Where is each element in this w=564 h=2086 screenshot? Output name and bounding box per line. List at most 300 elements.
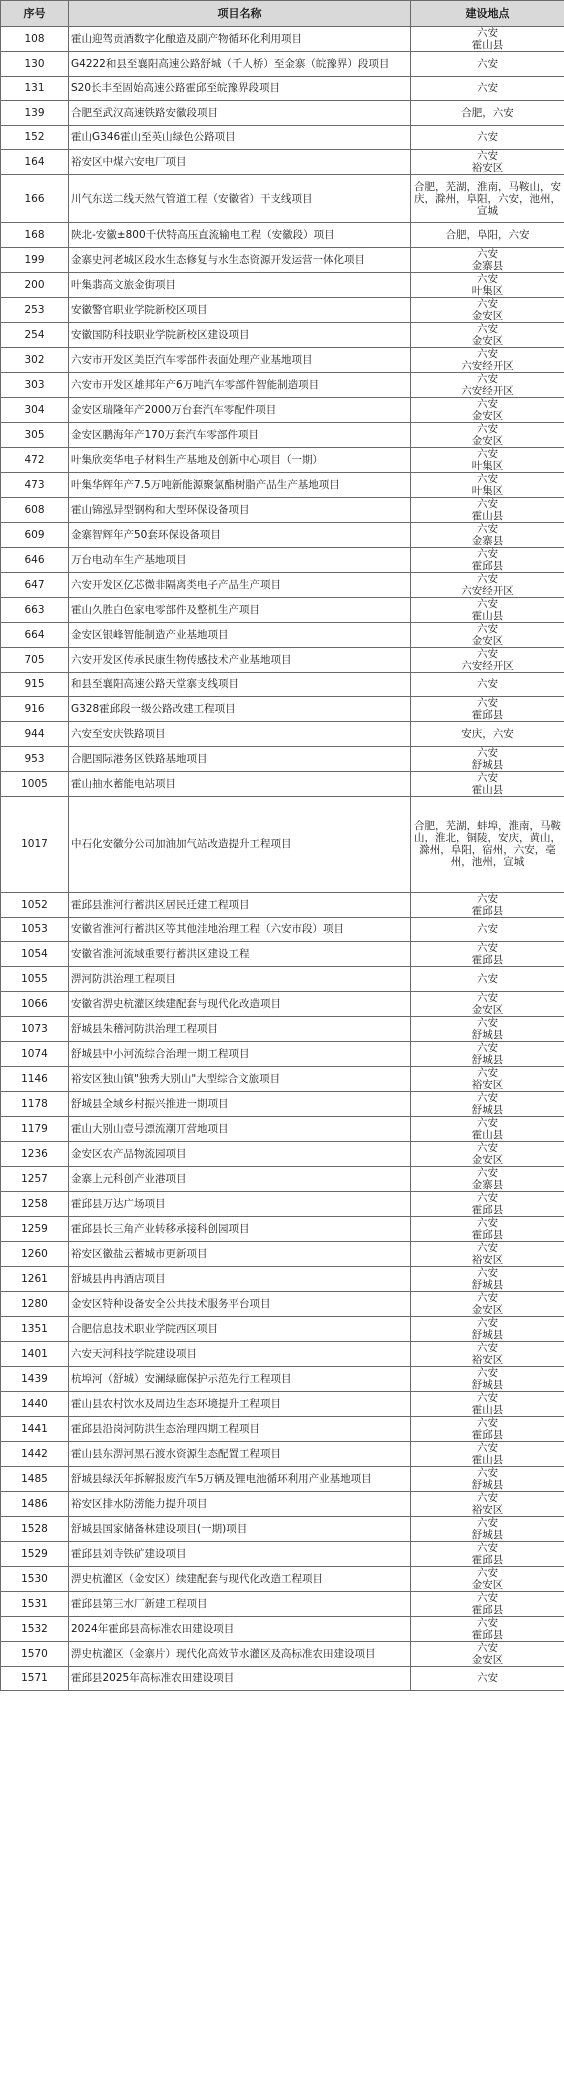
project-location [411,771,564,796]
table-row [1,372,564,397]
location-line: 裕安区 [471,1353,504,1366]
row-number: 1485 [1,1466,69,1491]
project-name: 六安天河科技学院建设项目 [69,1341,411,1366]
location-line: 六安 [477,1441,498,1454]
row-number: 1440 [1,1391,69,1416]
location-line: 舒城县 [471,1478,504,1491]
project-location [411,1666,564,1691]
table-row [1,917,564,942]
location-line: 合肥，芜湖，淮南，马鞍山，安庆，滁州，阜阳，六安，池州，宣城 [414,180,561,217]
location-line: 金安区 [471,434,504,447]
project-name: 金安区银峰智能制造产业基地项目 [69,622,411,647]
row-number: 1073 [1,1016,69,1041]
project-name: 六安市开发区雄邦年产6万吨汽车零部件智能制造项目 [69,372,411,397]
location-line: 裕安区 [471,1253,504,1266]
project-location [411,1366,564,1391]
row-number: 663 [1,597,69,622]
project-location [411,223,564,248]
location-line: 舒城县 [471,1328,504,1341]
project-location [411,672,564,697]
project-location [411,1191,564,1216]
location-line: 六安经开区 [461,359,514,372]
location-line: 六安 [477,597,498,610]
location-line: 六安 [477,497,498,510]
project-name: 裕安区排水防涝能力提升项目 [69,1491,411,1516]
project-location [411,1041,564,1066]
table-row [1,1341,564,1366]
location-line: 六安 [477,771,498,784]
row-number: 1351 [1,1316,69,1341]
location-line: 六安 [477,647,498,660]
table-row [1,1516,564,1541]
row-number: 152 [1,125,69,150]
location-line: 金安区 [471,334,504,347]
location-line: 六安 [477,1641,498,1654]
location-line: 舒城县 [471,758,504,771]
project-location [411,1391,564,1416]
project-name: 舒城县冉冉酒店项目 [69,1266,411,1291]
project-location [411,247,564,272]
location-line: 六安 [477,322,498,335]
location-line: 六安 [477,1316,498,1329]
table-row [1,1491,564,1516]
location-line: 霍邱县 [471,954,504,966]
location-line: 六安 [477,1041,498,1054]
location-line: 六安 [477,892,498,905]
location-line: 舒城县 [471,1528,504,1541]
project-location [411,1216,564,1241]
project-name: 安徽省淮河流域重要行蓄洪区建设工程 [69,942,411,967]
project-location [411,347,564,372]
table-row [1,771,564,796]
table-row [1,647,564,672]
row-number: 1439 [1,1366,69,1391]
project-name: 中石化安徽分公司加油加气站改造提升工程项目 [69,796,411,892]
table-row [1,522,564,547]
project-location [411,1091,564,1116]
table-row [1,697,564,722]
row-number: 131 [1,76,69,101]
location-line: 霍邱县 [471,1203,504,1216]
project-name: 合肥信息技术职业学院西区项目 [69,1316,411,1341]
location-line: 六安 [477,27,498,39]
table-row [1,597,564,622]
row-number: 139 [1,101,69,126]
project-name: S20长丰至固始高速公路霍邱至皖豫界段项目 [69,76,411,101]
table-row [1,1016,564,1041]
row-number: 1054 [1,942,69,967]
location-line: 六安 [477,150,498,162]
location-line: 六安 [477,697,498,709]
project-name: 安徽省淮河行蓄洪区等其他洼地治理工程（六安市段）项目 [69,917,411,942]
project-name: 淠史杭灌区（金寨片）现代化高效节水灌区及高标准农田建设项目 [69,1641,411,1666]
project-name: 和县至襄阳高速公路天堂寨支线项目 [69,672,411,697]
location-line: 六安 [477,397,498,410]
row-number: 1442 [1,1441,69,1466]
row-number: 305 [1,422,69,447]
project-name: 淠河防洪治理工程项目 [69,967,411,992]
row-number: 944 [1,722,69,747]
table-row [1,1141,564,1166]
project-location [411,322,564,347]
project-name: 霍邱县沿岗河防洪生态治理四期工程项目 [69,1416,411,1441]
project-name: 2024年霍邱县高标准农田建设项目 [69,1616,411,1641]
location-line: 六安 [477,1341,498,1354]
row-number: 473 [1,472,69,497]
project-name: 舒城县全域乡村振兴推进一期项目 [69,1091,411,1116]
project-name: 霍山迎驾贡酒数字化酿造及副产物循环化利用项目 [69,27,411,52]
project-location [411,1416,564,1441]
row-number: 1236 [1,1141,69,1166]
project-location [411,746,564,771]
project-location [411,622,564,647]
location-line: 六安 [477,447,498,460]
project-name: 舒城县国家储备林建设项目(一期)项目 [69,1516,411,1541]
location-line: 六安 [477,297,498,310]
table-row [1,892,564,917]
row-number: 200 [1,272,69,297]
row-number: 108 [1,27,69,52]
location-line: 六安经开区 [461,584,514,597]
project-location [411,52,564,77]
location-line: 六安 [477,57,498,70]
row-number: 1179 [1,1116,69,1141]
row-number: 1017 [1,796,69,892]
project-name: 杭埠河（舒城）安澜绿廊保护示范先行工程项目 [69,1366,411,1391]
row-number: 664 [1,622,69,647]
table-row [1,27,564,52]
table-row [1,1316,564,1341]
location-line: 金安区 [471,1653,504,1666]
location-line: 金安区 [471,634,504,647]
table-row [1,1416,564,1441]
project-name: 裕安区中煤六安电厂项目 [69,150,411,175]
project-location [411,597,564,622]
location-line: 舒城县 [471,1103,504,1116]
project-name: 金安区特种设备安全公共技术服务平台项目 [69,1291,411,1316]
location-line: 六安 [477,991,498,1004]
project-location [411,175,564,223]
location-line: 六安 [477,547,498,560]
table-row [1,397,564,422]
location-line: 金寨县 [471,259,504,272]
table-row [1,572,564,597]
project-location [411,1341,564,1366]
project-location [411,1141,564,1166]
table-row [1,1091,564,1116]
table-row [1,1191,564,1216]
row-number: 303 [1,372,69,397]
row-number: 609 [1,522,69,547]
row-number: 1529 [1,1541,69,1566]
project-location [411,372,564,397]
project-name: 霍山大别山壹号漂流潮丌营地项目 [69,1116,411,1141]
row-number: 1528 [1,1516,69,1541]
project-location [411,422,564,447]
location-line: 霍山县 [471,1128,504,1141]
location-line: 六安 [477,1141,498,1154]
location-line: 六安 [477,272,498,285]
project-location [411,76,564,101]
project-name: 霍山抽水蓄能电站项目 [69,771,411,796]
location-line: 霍山县 [471,1403,504,1416]
table-row [1,1266,564,1291]
project-location [411,991,564,1016]
table-row [1,722,564,747]
location-line: 六安 [477,1391,498,1404]
row-number: 1570 [1,1641,69,1666]
table-row [1,1666,564,1691]
project-name: 六安开发区传承民康生物传感技术产业基地项目 [69,647,411,672]
row-number: 1178 [1,1091,69,1116]
project-name: 舒城县中小河流综合治理一期工程项目 [69,1041,411,1066]
table-row [1,297,564,322]
row-number: 1571 [1,1666,69,1691]
project-location [411,1616,564,1641]
row-number: 1258 [1,1191,69,1216]
row-number: 647 [1,572,69,597]
location-line: 金安区 [471,409,504,422]
table-row [1,1041,564,1066]
project-location [411,1066,564,1091]
location-line: 六安 [477,1466,498,1479]
location-line: 裕安区 [471,1078,504,1091]
row-number: 1257 [1,1166,69,1191]
location-line: 霍邱县 [471,1228,504,1241]
row-number: 1052 [1,892,69,917]
location-line: 叶集区 [471,484,504,497]
table-row [1,347,564,372]
location-line: 六安 [477,572,498,585]
row-number: 1055 [1,967,69,992]
project-location [411,397,564,422]
project-location [411,1166,564,1191]
location-line: 霍邱县 [471,904,504,917]
location-line: 六安 [477,1416,498,1429]
row-number: 1053 [1,917,69,942]
project-name: 霍邱县刘寺铁矿建设项目 [69,1541,411,1566]
location-line: 霍邱县 [471,1428,504,1441]
row-number: 304 [1,397,69,422]
project-name: 舒城县朱稽河防洪治理工程项目 [69,1016,411,1041]
project-location [411,967,564,992]
header-location: 建设地点 [411,1,564,27]
project-location [411,1116,564,1141]
table-row [1,1616,564,1641]
location-line: 六安 [477,472,498,485]
row-number: 1066 [1,991,69,1016]
location-line: 六安 [477,1366,498,1379]
project-location [411,472,564,497]
row-number: 1532 [1,1616,69,1641]
table-row [1,1216,564,1241]
project-name: 陕北-安徽±800千伏特高压直流输电工程（安徽段）项目 [69,223,411,248]
project-name: 淠史杭灌区（金安区）续建配套与现代化改造工程项目 [69,1566,411,1591]
location-line: 金安区 [471,309,504,322]
project-name: 霍山县东淠河黑石渡水资源生态配置工程项目 [69,1441,411,1466]
project-name: 金寨智辉年产50套环保设备项目 [69,522,411,547]
table-row [1,1591,564,1616]
location-line: 六安 [477,1566,498,1579]
project-location [411,917,564,942]
location-line: 六安 [477,1291,498,1304]
location-line: 霍邱县 [471,1603,504,1616]
table-row [1,1441,564,1466]
row-number: 1074 [1,1041,69,1066]
location-line: 六安 [477,1266,498,1279]
table-row [1,1566,564,1591]
project-location [411,1016,564,1041]
project-name: 安徽国防科技职业学院新校区建设项目 [69,322,411,347]
project-name: 金安区农产品物流园项目 [69,1141,411,1166]
project-location [411,272,564,297]
row-number: 646 [1,547,69,572]
project-name: 裕安区独山镇"独秀大别山"大型综合文旅项目 [69,1066,411,1091]
row-number: 608 [1,497,69,522]
location-line: 六安 [477,1491,498,1504]
project-name: 裕安区徽盐云蓄城市更新项目 [69,1241,411,1266]
table-body [1,27,564,1691]
project-name: 叶集翡高文旅金街项目 [69,272,411,297]
table-row [1,223,564,248]
location-line: 霍山县 [471,783,504,796]
location-line: 六安 [477,372,498,385]
table-row [1,622,564,647]
table-row [1,175,564,223]
location-line: 六安 [477,1016,498,1029]
row-number: 1401 [1,1341,69,1366]
project-location [411,1441,564,1466]
project-location [411,647,564,672]
table-row [1,967,564,992]
project-name: 霍山锦泓异型钢构和大型环保设备项目 [69,497,411,522]
location-line: 六安 [477,1066,498,1079]
location-line: 舒城县 [471,1028,504,1041]
project-name: 六安开发区亿芯微非隔离类电子产品生产项目 [69,572,411,597]
location-line: 金安区 [471,1003,504,1016]
location-line: 霍邱县 [471,1628,504,1641]
project-location [411,1466,564,1491]
table-row [1,991,564,1016]
table-row [1,76,564,101]
location-line: 霍邱县 [471,559,504,572]
project-location [411,1591,564,1616]
location-line: 六安 [477,622,498,635]
project-name: G4222和县至襄阳高速公路舒城（千人桥）至金寨（皖豫界）段项目 [69,52,411,77]
location-line: 六安 [477,1616,498,1629]
project-name: 合肥至武汉高速铁路安徽段项目 [69,101,411,126]
location-line: 霍山县 [471,609,504,622]
project-name: 霍山县农村饮水及周边生态环境提升工程项目 [69,1391,411,1416]
row-number: 1261 [1,1266,69,1291]
row-number: 302 [1,347,69,372]
row-number: 1486 [1,1491,69,1516]
project-location [411,722,564,747]
project-location [411,1266,564,1291]
project-location [411,1566,564,1591]
location-line: 金安区 [471,1153,504,1166]
project-location [411,942,564,967]
location-line: 六安 [477,347,498,360]
project-name: 霍邱县长三角产业转移承接科创园项目 [69,1216,411,1241]
row-number: 253 [1,297,69,322]
row-number: 1260 [1,1241,69,1266]
project-location [411,1541,564,1566]
location-line: 叶集区 [471,459,504,472]
table-row [1,547,564,572]
row-number: 1146 [1,1066,69,1091]
project-location [411,447,564,472]
project-location [411,125,564,150]
location-line: 六安 [477,942,498,954]
location-line: 六安 [477,1672,498,1685]
location-line: 六安经开区 [461,384,514,397]
location-line: 六安 [477,1216,498,1229]
location-line: 霍山县 [471,1453,504,1466]
location-line: 金寨县 [471,1178,504,1191]
project-location [411,497,564,522]
location-line: 六安 [477,1191,498,1204]
location-line: 六安 [477,746,498,759]
project-name: 霍邱县淮河行蓄洪区居民迁建工程项目 [69,892,411,917]
project-location [411,1516,564,1541]
table-row [1,247,564,272]
location-line: 裕安区 [471,1503,504,1516]
location-line: 六安 [477,247,498,260]
table-row [1,1241,564,1266]
location-line: 合肥，阜阳，六安 [445,228,530,241]
table-row [1,1116,564,1141]
location-line: 裕安区 [471,162,504,174]
location-line: 安庆，六安 [461,727,514,740]
row-number: 199 [1,247,69,272]
row-number: 1005 [1,771,69,796]
project-name: 霍邱县第三水厂新建工程项目 [69,1591,411,1616]
project-location [411,1491,564,1516]
location-line: 六安 [477,1091,498,1104]
row-number: 130 [1,52,69,77]
location-line: 霍邱县 [471,1553,504,1566]
project-name: 霍邱县2025年高标准农田建设项目 [69,1666,411,1691]
row-number: 472 [1,447,69,472]
row-number: 916 [1,697,69,722]
table-row [1,1166,564,1191]
table-row [1,125,564,150]
project-location [411,547,564,572]
project-name: 叶集华辉年产7.5万吨新能源聚氯酯树脂产品生产基地项目 [69,472,411,497]
project-name: 舒城县绿沃年拆解报废汽车5万辆及锂电池循环利用产业基地项目 [69,1466,411,1491]
project-name: 万台电动车生产基地项目 [69,547,411,572]
table-row [1,1291,564,1316]
location-line: 六安 [477,82,498,95]
row-number: 705 [1,647,69,672]
project-name: 金寨史河老城区段水生态修复与水生态资源开发运营一体化项目 [69,247,411,272]
table-row [1,1366,564,1391]
project-location [411,522,564,547]
table-row [1,1466,564,1491]
table-row [1,422,564,447]
location-line: 六安 [477,678,498,691]
project-location [411,297,564,322]
location-line: 六安 [477,972,498,985]
project-name: 霍山G346霍山至英山绿色公路项目 [69,125,411,150]
location-line: 舒城县 [471,1278,504,1291]
row-number: 254 [1,322,69,347]
location-line: 六安 [477,422,498,435]
location-line: 六安 [477,1591,498,1604]
location-line: 六安 [477,1166,498,1179]
location-line: 霍邱县 [471,709,504,721]
